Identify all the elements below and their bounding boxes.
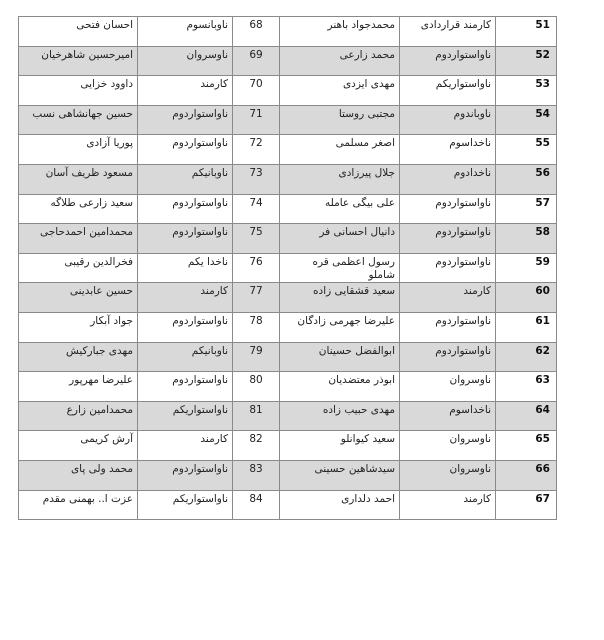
left-role-cell: ناوسروان bbox=[138, 46, 233, 76]
left-name-cell: فخرالدین رقیبی bbox=[19, 253, 138, 283]
right-name-cell: احمد دلداری bbox=[280, 490, 400, 520]
right-name-cell: محمدجواد باهنر bbox=[280, 17, 400, 47]
left-role-cell: کارمند bbox=[138, 283, 233, 313]
table-row bbox=[19, 17, 557, 47]
left-number-cell: 76 bbox=[233, 253, 280, 283]
left-number-cell: 83 bbox=[233, 460, 280, 490]
left-role-cell: کارمند bbox=[138, 76, 233, 106]
left-name-cell: احسان فتحی bbox=[19, 17, 138, 47]
table-row bbox=[19, 105, 557, 135]
right-number-cell: 59 bbox=[496, 253, 557, 283]
left-number-cell: 80 bbox=[233, 372, 280, 402]
left-name-cell: مسعود ظریف آسان bbox=[19, 164, 138, 194]
left-role-cell: ناواستواردوم bbox=[138, 135, 233, 165]
right-name-cell: محمد زارعی bbox=[280, 46, 400, 76]
right-role-cell: ناواستواردوم bbox=[400, 46, 496, 76]
right-number-cell: 62 bbox=[496, 342, 557, 372]
right-role-cell: ناواستواریکم bbox=[400, 76, 496, 106]
left-role-cell: ناواستواریکم bbox=[138, 490, 233, 520]
right-name-cell: مهدی ایزدی bbox=[280, 76, 400, 106]
left-name-cell: پوریا آزادی bbox=[19, 135, 138, 165]
left-number-cell: 73 bbox=[233, 164, 280, 194]
left-role-cell: کارمند bbox=[138, 431, 233, 461]
left-role-cell: ناواستواردوم bbox=[138, 460, 233, 490]
right-number-cell: 65 bbox=[496, 431, 557, 461]
table-row bbox=[19, 431, 557, 461]
left-role-cell: ناواستواردوم bbox=[138, 105, 233, 135]
left-role-cell: ناواستواریکم bbox=[138, 401, 233, 431]
left-name-cell: محمدامین احمدحاجی bbox=[19, 224, 138, 254]
table-row bbox=[19, 76, 557, 106]
table-row bbox=[19, 253, 557, 283]
left-role-cell: ناوبانسوم bbox=[138, 17, 233, 47]
right-role-cell: ناوباندوم bbox=[400, 105, 496, 135]
left-role-cell: ناواستواردوم bbox=[138, 312, 233, 342]
right-role-cell: کارمند قراردادی bbox=[400, 17, 496, 47]
right-number-cell: 63 bbox=[496, 372, 557, 402]
table-row bbox=[19, 401, 557, 431]
right-number-cell: 67 bbox=[496, 490, 557, 520]
left-role-cell: ناخدا یکم bbox=[138, 253, 233, 283]
right-role-cell: ناواستواردوم bbox=[400, 224, 496, 254]
personnel-table bbox=[18, 16, 557, 520]
right-role-cell: ناوسروان bbox=[400, 372, 496, 402]
right-name-cell: ابوذر معتضدیان bbox=[280, 372, 400, 402]
table-row bbox=[19, 224, 557, 254]
right-number-cell: 58 bbox=[496, 224, 557, 254]
right-name-cell: رسول اعظمی قره شاملو bbox=[280, 253, 400, 283]
left-name-cell: سعید زارعی طلاگه bbox=[19, 194, 138, 224]
left-name-cell: امیرحسین شاهرخیان bbox=[19, 46, 138, 76]
right-role-cell: ناواستواردوم bbox=[400, 194, 496, 224]
left-name-cell: محمد ولی پای bbox=[19, 460, 138, 490]
left-role-cell: ناواستواردوم bbox=[138, 194, 233, 224]
left-number-cell: 70 bbox=[233, 76, 280, 106]
right-number-cell: 66 bbox=[496, 460, 557, 490]
left-name-cell: حسین جهانشاهی نسب bbox=[19, 105, 138, 135]
table-row bbox=[19, 460, 557, 490]
table-row bbox=[19, 372, 557, 402]
left-number-cell: 69 bbox=[233, 46, 280, 76]
right-role-cell: ناخداسوم bbox=[400, 401, 496, 431]
left-number-cell: 68 bbox=[233, 17, 280, 47]
right-number-cell: 56 bbox=[496, 164, 557, 194]
left-name-cell: مهدی جبارکیش bbox=[19, 342, 138, 372]
right-role-cell: ناوسروان bbox=[400, 431, 496, 461]
right-number-cell: 54 bbox=[496, 105, 557, 135]
right-role-cell: کارمند bbox=[400, 490, 496, 520]
right-number-cell: 52 bbox=[496, 46, 557, 76]
right-number-cell: 51 bbox=[496, 17, 557, 47]
left-number-cell: 82 bbox=[233, 431, 280, 461]
left-name-cell: محمدامین زارع bbox=[19, 401, 138, 431]
left-role-cell: ناوبانیکم bbox=[138, 164, 233, 194]
right-name-cell: سعید قشقایی زاده bbox=[280, 283, 400, 313]
right-number-cell: 61 bbox=[496, 312, 557, 342]
right-role-cell: ناواستواردوم bbox=[400, 253, 496, 283]
table-row bbox=[19, 194, 557, 224]
left-name-cell: حسین عابدینی bbox=[19, 283, 138, 313]
right-name-cell: مهدی حبیب زاده bbox=[280, 401, 400, 431]
right-name-cell: دانیال احسانی فر bbox=[280, 224, 400, 254]
right-name-cell: سیدشاهین حسینی bbox=[280, 460, 400, 490]
left-number-cell: 84 bbox=[233, 490, 280, 520]
left-role-cell: ناواستواردوم bbox=[138, 372, 233, 402]
left-name-cell: آرش کریمی bbox=[19, 431, 138, 461]
right-name-cell: مجتبی روستا bbox=[280, 105, 400, 135]
left-number-cell: 77 bbox=[233, 283, 280, 313]
table-row bbox=[19, 312, 557, 342]
right-role-cell: ناواستواردوم bbox=[400, 342, 496, 372]
right-number-cell: 55 bbox=[496, 135, 557, 165]
right-name-cell: سعید کیوانلو bbox=[280, 431, 400, 461]
table-row bbox=[19, 46, 557, 76]
right-role-cell: ناخداسوم bbox=[400, 135, 496, 165]
right-role-cell: کارمند bbox=[400, 283, 496, 313]
right-number-cell: 60 bbox=[496, 283, 557, 313]
left-name-cell: داوود خزایی bbox=[19, 76, 138, 106]
right-number-cell: 53 bbox=[496, 76, 557, 106]
right-name-cell: علیرضا جهرمی زادگان bbox=[280, 312, 400, 342]
left-number-cell: 71 bbox=[233, 105, 280, 135]
left-role-cell: ناواستواردوم bbox=[138, 224, 233, 254]
right-name-cell: اصغر مسلمی bbox=[280, 135, 400, 165]
right-name-cell: ابوالفضل حسینان bbox=[280, 342, 400, 372]
right-name-cell: علی بیگی عامله bbox=[280, 194, 400, 224]
left-number-cell: 79 bbox=[233, 342, 280, 372]
left-name-cell: عزت ا.. بهمنی مقدم bbox=[19, 490, 138, 520]
table-row bbox=[19, 135, 557, 165]
left-number-cell: 72 bbox=[233, 135, 280, 165]
right-role-cell: ناوسروان bbox=[400, 460, 496, 490]
table-row bbox=[19, 490, 557, 520]
left-name-cell: جواد آبکار bbox=[19, 312, 138, 342]
right-role-cell: ناخدادوم bbox=[400, 164, 496, 194]
right-name-cell: جلال پیرزادی bbox=[280, 164, 400, 194]
left-number-cell: 81 bbox=[233, 401, 280, 431]
table-row bbox=[19, 164, 557, 194]
left-name-cell: علیرضا مهرپور bbox=[19, 372, 138, 402]
left-number-cell: 75 bbox=[233, 224, 280, 254]
right-number-cell: 57 bbox=[496, 194, 557, 224]
right-number-cell: 64 bbox=[496, 401, 557, 431]
left-role-cell: ناوبانیکم bbox=[138, 342, 233, 372]
left-number-cell: 74 bbox=[233, 194, 280, 224]
table-row bbox=[19, 342, 557, 372]
right-role-cell: ناواستواردوم bbox=[400, 312, 496, 342]
table-row bbox=[19, 283, 557, 313]
left-number-cell: 78 bbox=[233, 312, 280, 342]
